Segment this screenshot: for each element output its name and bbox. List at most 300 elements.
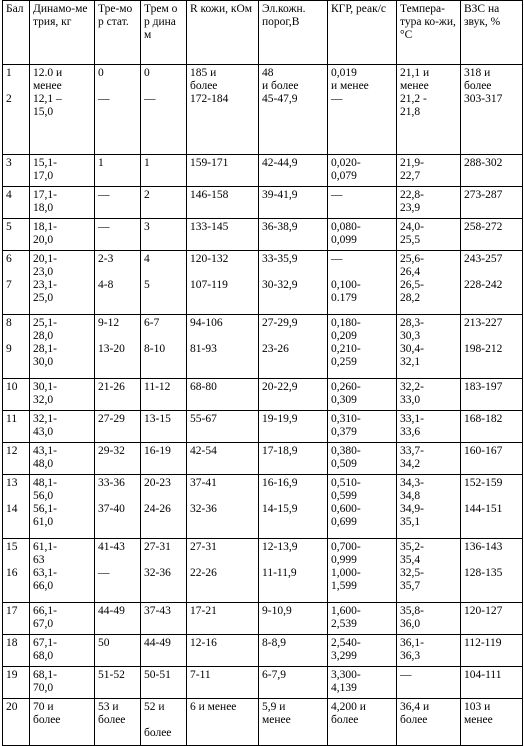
- cell-line: [6, 618, 26, 631]
- cell-line: 32-36: [144, 567, 171, 579]
- table-cell: [187, 539, 259, 603]
- cell-line: [190, 266, 255, 279]
- table-row: [3, 635, 523, 667]
- cell-line: [6, 516, 26, 529]
- cell-line: 23,9: [400, 202, 421, 214]
- cell-line: 61,0: [33, 516, 54, 528]
- table-cell: [30, 635, 95, 667]
- table-cell: [141, 635, 187, 667]
- cell-line: 21,9-: [400, 157, 424, 169]
- table-cell: [187, 251, 259, 315]
- cell-line: 144-151: [464, 503, 503, 515]
- table-cell: [30, 219, 95, 251]
- cell-line: [6, 650, 26, 663]
- cell-line: [6, 714, 26, 727]
- cell-line: 33,6: [400, 426, 421, 438]
- cell-line: 56,1-: [33, 503, 57, 515]
- table-cell: [141, 155, 187, 187]
- cell-line: 22,8-: [400, 189, 424, 201]
- cell-line: 0,260-: [331, 381, 361, 393]
- table-cell: [30, 603, 95, 635]
- table-cell: [397, 251, 461, 315]
- table-cell: [30, 411, 95, 443]
- cell-line: 27-29,9: [262, 317, 298, 329]
- cell-line: [262, 106, 324, 119]
- cell-line: 16: [6, 567, 18, 579]
- cell-line: [190, 682, 255, 695]
- table-cell: [187, 155, 259, 187]
- cell-line: 1,599: [331, 580, 357, 592]
- table-cell: [397, 315, 461, 379]
- cell-line: 32,2-: [400, 381, 424, 393]
- cell-line: 185 и: [190, 67, 217, 79]
- cell-line: 6-7,9: [262, 669, 286, 681]
- table-cell: [141, 699, 187, 746]
- cell-line: 19: [6, 669, 18, 681]
- table-cell: [328, 699, 397, 746]
- table-cell: [328, 155, 397, 187]
- cell-line: [6, 170, 26, 183]
- cell-line: [464, 394, 519, 407]
- cell-line: 45-47,9: [262, 93, 298, 105]
- table-cell: [328, 379, 397, 411]
- cell-line: [6, 394, 26, 407]
- cell-line: 22-26: [190, 567, 217, 579]
- table-cell: [95, 315, 141, 379]
- table-cell: [3, 475, 30, 539]
- header-cell: Динамо-метрия, кг: [30, 1, 95, 65]
- cell-line: [6, 580, 26, 593]
- table-cell: [141, 443, 187, 475]
- cell-line: 11-11,9: [262, 567, 297, 579]
- cell-line: 0,180-: [331, 317, 361, 329]
- cell-line: 35,8-: [400, 605, 424, 617]
- cell-line: 120-127: [464, 605, 503, 617]
- table-cell: [259, 187, 328, 219]
- cell-line: [98, 80, 137, 93]
- table-cell: [397, 187, 461, 219]
- cell-line: 35,7: [400, 580, 421, 592]
- cell-line: 50: [98, 637, 110, 649]
- cell-line: [464, 202, 519, 215]
- cell-line: 0: [98, 67, 104, 79]
- cell-line: 0,100-: [331, 279, 361, 291]
- cell-line: 17-21: [190, 605, 217, 617]
- cell-line: 1: [6, 67, 12, 79]
- table-row: [3, 539, 523, 603]
- cell-line: 0,020-: [331, 157, 361, 169]
- table-cell: [141, 65, 187, 155]
- table-cell: [3, 411, 30, 443]
- cell-line: [262, 202, 324, 215]
- cell-line: 6: [6, 253, 12, 265]
- cell-line: 42-54: [190, 445, 217, 457]
- table-cell: [259, 155, 328, 187]
- cell-line: менее: [464, 714, 493, 726]
- cell-line: [190, 394, 255, 407]
- table-cell: [141, 187, 187, 219]
- cell-line: 33-35,9: [262, 253, 298, 265]
- cell-line: 17,0: [33, 170, 54, 182]
- cell-line: 32,1-: [33, 413, 57, 425]
- cell-line: 37-40: [98, 503, 125, 515]
- table-cell: [461, 667, 523, 699]
- table-cell: [259, 475, 328, 539]
- table-cell: [259, 379, 328, 411]
- cell-line: [331, 202, 393, 215]
- cell-line: 3,300-: [331, 669, 361, 681]
- cell-line: 8-8,9: [262, 637, 286, 649]
- cell-line: 23,1-: [33, 279, 57, 291]
- table-row: [3, 187, 523, 219]
- cell-line: 35,1: [400, 516, 421, 528]
- cell-line: 2,540-: [331, 637, 361, 649]
- cell-line: 21-26: [98, 381, 125, 393]
- cell-line: [6, 202, 26, 215]
- cell-line: —: [98, 221, 110, 233]
- cell-line: 30,4-: [400, 343, 424, 355]
- cell-line: 34,8: [400, 490, 421, 502]
- cell-line: 107-119: [190, 279, 228, 291]
- cell-line: 66,0: [33, 580, 54, 592]
- cell-line: 27-31: [144, 541, 171, 553]
- cell-line: [262, 292, 324, 305]
- cell-line: [98, 727, 137, 740]
- table-cell: [30, 65, 95, 155]
- cell-line: 26,5-: [400, 279, 424, 291]
- header-cell: ВЗС на звук, %: [461, 1, 523, 65]
- cell-line: [190, 516, 255, 529]
- cell-line: [262, 330, 324, 343]
- table-cell: [397, 155, 461, 187]
- cell-line: 35,2-: [400, 541, 424, 553]
- cell-line: 288-302: [464, 157, 503, 169]
- table-cell: [259, 219, 328, 251]
- cell-line: [190, 106, 255, 119]
- table-cell: [397, 539, 461, 603]
- cell-line: [98, 618, 137, 631]
- table-cell: [461, 155, 523, 187]
- cell-line: 63: [33, 554, 45, 566]
- cell-line: 66,1-: [33, 605, 57, 617]
- cell-line: 0: [144, 67, 150, 79]
- cell-line: 1: [144, 157, 150, 169]
- cell-line: 33,1-: [400, 413, 424, 425]
- table-cell: [328, 667, 397, 699]
- cell-line: 34,2: [400, 458, 421, 470]
- cell-line: [464, 234, 519, 247]
- cell-line: 26,4: [400, 266, 421, 278]
- cell-line: [262, 458, 324, 471]
- cell-line: [464, 292, 519, 305]
- cell-line: менее: [262, 714, 291, 726]
- cell-line: 12-13,9: [262, 541, 298, 553]
- cell-line: 0,379: [331, 426, 357, 438]
- table-cell: [461, 219, 523, 251]
- cell-line: [464, 682, 519, 695]
- table-cell: [397, 635, 461, 667]
- cell-line: 15: [6, 541, 18, 553]
- cell-line: 15,1-: [33, 157, 57, 169]
- cell-line: менее: [400, 80, 429, 92]
- cell-line: 15,0: [33, 106, 54, 118]
- cell-line: 21,2 -: [400, 93, 427, 105]
- table-row: [3, 475, 523, 539]
- table-cell: [187, 65, 259, 155]
- cell-line: [98, 292, 137, 305]
- table-row: [3, 155, 523, 187]
- cell-line: [6, 106, 26, 119]
- cell-line: [464, 490, 519, 503]
- cell-line: 25,5: [400, 234, 421, 246]
- cell-line: 3,299: [331, 650, 357, 662]
- table-cell: [259, 251, 328, 315]
- cell-line: [190, 292, 255, 305]
- cell-line: 32-36: [190, 503, 217, 515]
- cell-line: 0,210-: [331, 343, 361, 355]
- table-cell: [187, 635, 259, 667]
- cell-line: 20,1-: [33, 253, 57, 265]
- cell-line: [262, 356, 324, 369]
- table-cell: [3, 699, 30, 746]
- cell-line: 8-10: [144, 343, 166, 355]
- cell-line: 18: [6, 637, 18, 649]
- table-cell: [95, 539, 141, 603]
- cell-line: 198-212: [464, 343, 503, 355]
- cell-line: 21,1 и: [400, 67, 430, 79]
- cell-line: 133-145: [190, 221, 229, 233]
- cell-line: 9-12: [98, 317, 120, 329]
- cell-line: 16-19: [144, 445, 171, 457]
- table-cell: [187, 379, 259, 411]
- cell-line: 136-143: [464, 541, 503, 553]
- cell-line: 68,1-: [33, 669, 57, 681]
- table-cell: [3, 539, 30, 603]
- cell-line: 3: [144, 221, 150, 233]
- table-cell: [461, 65, 523, 155]
- cell-line: 0,699: [331, 516, 357, 528]
- cell-line: 36,0: [400, 618, 421, 630]
- cell-line: [190, 650, 255, 663]
- cell-line: 22,7: [400, 170, 421, 182]
- table-cell: [328, 539, 397, 603]
- table-cell: [397, 475, 461, 539]
- cell-line: [190, 554, 255, 567]
- table-cell: [397, 65, 461, 155]
- cell-line: [144, 580, 183, 593]
- table-cell: [3, 155, 30, 187]
- table-cell: [328, 315, 397, 379]
- cell-line: 61,1-: [33, 541, 57, 553]
- table-cell: [3, 187, 30, 219]
- table-cell: [259, 635, 328, 667]
- cell-line: 159-171: [190, 157, 229, 169]
- cell-line: 19-19,9: [262, 413, 298, 425]
- cell-line: [190, 727, 255, 740]
- cell-line: 146-158: [190, 189, 229, 201]
- cell-line: [144, 394, 183, 407]
- cell-line: [144, 202, 183, 215]
- cell-line: 1,600-: [331, 605, 361, 617]
- cell-line: 20,0: [33, 234, 54, 246]
- cell-line: 4: [6, 189, 12, 201]
- cell-line: [262, 618, 324, 631]
- cell-line: [144, 516, 183, 529]
- cell-line: [190, 170, 255, 183]
- cell-line: [98, 234, 137, 247]
- cell-line: 4,139: [331, 682, 357, 694]
- cell-line: [464, 727, 519, 740]
- table-cell: [328, 251, 397, 315]
- cell-line: [6, 682, 26, 695]
- table-cell: [30, 187, 95, 219]
- cell-line: 32,0: [33, 394, 54, 406]
- cell-line: 44-49: [98, 605, 125, 617]
- table-cell: [328, 219, 397, 251]
- cell-line: 68-80: [190, 381, 217, 393]
- cell-line: 48: [262, 67, 274, 79]
- table-cell: [3, 379, 30, 411]
- cell-line: 172-184: [190, 93, 229, 105]
- table-cell: [328, 475, 397, 539]
- cell-line: [190, 356, 255, 369]
- cell-line: [190, 202, 255, 215]
- cell-line: 48,0: [33, 458, 54, 470]
- cell-line: [144, 292, 183, 305]
- cell-line: и более: [262, 80, 299, 92]
- cell-line: [464, 330, 519, 343]
- table-cell: [141, 251, 187, 315]
- header-row: [3, 1, 523, 65]
- cell-line: [464, 106, 519, 119]
- cell-line: 4,200 и: [331, 701, 366, 713]
- cell-line: 160-167: [464, 445, 503, 457]
- cell-line: 18,1-: [33, 221, 57, 233]
- cell-line: 2: [6, 93, 12, 105]
- cell-line: [6, 356, 26, 369]
- cell-line: более: [331, 714, 359, 726]
- table-row: [3, 315, 523, 379]
- cell-line: [98, 580, 137, 593]
- cell-line: 12: [6, 445, 18, 457]
- cell-line: [190, 714, 255, 727]
- table-cell: [461, 251, 523, 315]
- table-cell: [30, 539, 95, 603]
- cell-line: —: [331, 93, 343, 105]
- cell-line: 168-182: [464, 413, 503, 425]
- header-cell: Эл.кожн. порог,В: [259, 1, 328, 65]
- cell-line: 14-15,9: [262, 503, 298, 515]
- cell-line: [6, 426, 26, 439]
- cell-line: 0,259: [331, 356, 357, 368]
- table-cell: [187, 603, 259, 635]
- cell-line: [6, 330, 26, 343]
- cell-line: 20-23: [144, 477, 171, 489]
- table-cell: [397, 667, 461, 699]
- cell-line: [6, 490, 26, 503]
- cell-line: [262, 490, 324, 503]
- cell-line: 120-132: [190, 253, 229, 265]
- table-cell: [3, 251, 30, 315]
- cell-line: [464, 426, 519, 439]
- cell-line: [144, 714, 183, 727]
- table-cell: [3, 443, 30, 475]
- cell-line: [400, 682, 457, 695]
- cell-line: 39-41,9: [262, 189, 298, 201]
- table-cell: [259, 315, 328, 379]
- cell-line: 0,099: [331, 234, 357, 246]
- cell-line: [144, 490, 183, 503]
- cell-line: [6, 554, 26, 567]
- cell-line: 56,0: [33, 490, 54, 502]
- table-cell: [461, 379, 523, 411]
- cell-line: [262, 682, 324, 695]
- table-cell: [95, 635, 141, 667]
- cell-line: 4-8: [98, 279, 114, 291]
- cell-line: —: [144, 93, 156, 105]
- cell-line: [6, 234, 26, 247]
- table-cell: [259, 65, 328, 155]
- header-cell: Трем ор дина м: [141, 1, 187, 65]
- cell-line: 13-15: [144, 413, 171, 425]
- cell-line: —: [98, 567, 110, 579]
- table-row: [3, 699, 523, 746]
- cell-line: [98, 426, 137, 439]
- table-cell: [259, 443, 328, 475]
- cell-line: 63,1-: [33, 567, 57, 579]
- table-cell: [95, 379, 141, 411]
- table-cell: [30, 475, 95, 539]
- cell-line: [98, 394, 137, 407]
- cell-line: [6, 80, 26, 93]
- table-cell: [95, 65, 141, 155]
- cell-line: 36,1-: [400, 637, 424, 649]
- table-cell: [461, 603, 523, 635]
- cell-line: [6, 292, 26, 305]
- cell-line: 112-119: [464, 637, 502, 649]
- cell-line: [190, 490, 255, 503]
- cell-line: [464, 356, 519, 369]
- cell-line: [464, 618, 519, 631]
- table-cell: [328, 187, 397, 219]
- cell-line: —: [400, 669, 412, 681]
- cell-line: 243-257: [464, 253, 503, 265]
- cell-line: [144, 682, 183, 695]
- cell-line: [262, 727, 324, 740]
- table-cell: [259, 603, 328, 635]
- table-cell: [187, 475, 259, 539]
- table-cell: [461, 411, 523, 443]
- header-cell: R кожи, кОм: [187, 1, 259, 65]
- cell-line: 53 и: [98, 701, 119, 713]
- cell-line: [331, 106, 393, 119]
- cell-line: 0,309: [331, 394, 357, 406]
- cell-line: 8: [6, 317, 12, 329]
- cell-line: 0,019: [331, 67, 357, 79]
- cell-line: [144, 458, 183, 471]
- cell-line: 25,6-: [400, 253, 424, 265]
- table-cell: [3, 315, 30, 379]
- cell-line: 0,380-: [331, 445, 361, 457]
- cell-line: 24-26: [144, 503, 171, 515]
- cell-line: 0,999: [331, 554, 357, 566]
- header-cell: КГР, реак/с: [328, 1, 397, 65]
- table-cell: [328, 65, 397, 155]
- cell-line: 1,000-: [331, 567, 361, 579]
- cell-line: 37-43: [144, 605, 171, 617]
- cell-line: [144, 554, 183, 567]
- cell-line: 33-36: [98, 477, 125, 489]
